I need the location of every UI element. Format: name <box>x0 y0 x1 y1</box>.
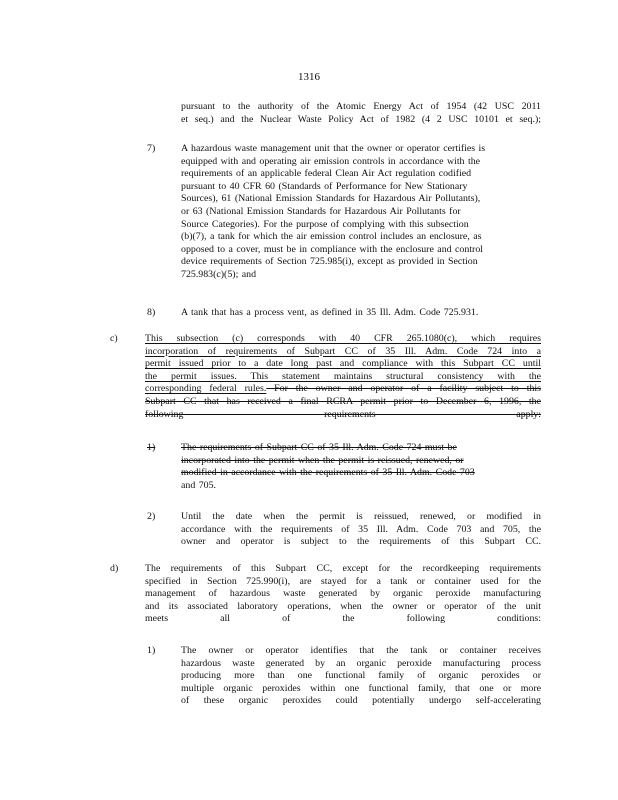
section-c-item-1-deleted-line: incorporated into the permit when the permit is reissued, renewed, or <box>181 454 464 466</box>
section-d-line: management of hazardous waste generated by organic peroxide manufacturing <box>145 588 541 600</box>
section-d-item-1-line: producing more than one functional family of organic peroxides or <box>181 670 541 682</box>
item-7-line: 725.983(c)(5); and <box>181 268 257 280</box>
section-c-deleted-line: Subpart CC that has received a final RCRA permit prior to December 6, 1996, the <box>145 395 541 407</box>
section-d-item-1-line: hazardous waste generated by an organic peroxide manufacturing process <box>181 657 541 669</box>
section-c-item-1-tail: and 705. <box>181 479 217 491</box>
item-7-paragraph <box>181 143 541 282</box>
page-number: 1316 <box>298 71 320 83</box>
section-d-item-1-line: multiple organic peroxides within one functional family, that one or more <box>181 682 541 694</box>
section-c-deleted-text: For the owner and operator of a facility subject to this <box>266 383 541 395</box>
section-d-label: d) <box>110 563 119 574</box>
item-7-line: (b)(7), a tank for which the air emission control includes an enclosure, as <box>181 231 482 243</box>
section-c-item-1-paragraph <box>181 442 541 492</box>
section-c-item-1-label: 1) <box>147 442 156 453</box>
section-c-item-1-deleted-line: modified in accordance with the requirements of 35 Ill. Adm. Code 703 <box>181 467 475 479</box>
continuation-line: pursuant to the authority of the Atomic Energy Act of 1954 (42 USC 2011 <box>181 101 541 112</box>
section-d-item-1-line: of these organic peroxides could potentially undergo self-accelerating <box>181 695 541 707</box>
item-7-line: Sources), 61 (National Emission Standards for Hazardous Air Pollutants), <box>181 193 481 205</box>
section-c-deleted-line: following requirements apply: <box>145 408 541 420</box>
section-c-item-1-deleted-line: The requirements of Subpart CC of 35 Ill. Adm. Code 724 must be <box>181 442 457 453</box>
item-7-line: requirements of an applicable federal Clean Air Act regulation codified <box>181 168 472 180</box>
section-c-item-2-line: accordance with the requirements of 35 Ill. Adm. Code 703 and 705, the <box>181 523 541 535</box>
section-d-line: specified in Section 725.990(i), are stayed for a tank or container used for the <box>145 575 541 587</box>
section-c-inserted-line: incorporation of requirements of Subpart CC of 35 Ill. Adm. Code 724 into a <box>145 345 541 357</box>
item-7-line: equipped with and operating air emission controls in accordance with the <box>181 155 481 167</box>
item-7-line: Source Categories). For the purpose of complying with this subsection <box>181 218 469 230</box>
section-d-line: and its associated laboratory operations, when the owner or operator of the unit <box>145 600 541 612</box>
section-c-label: c) <box>110 333 118 344</box>
continuation-line: et seq.) and the Nuclear Waste Policy Act of 1982 (4 2 USC 10101 et seq.); <box>181 113 541 125</box>
item-7-line: or 63 (National Emission Standards for Hazardous Air Pollutants for <box>181 205 461 217</box>
section-c-item-2-label: 2) <box>147 511 156 522</box>
item-7-line: A hazardous waste management unit that the owner or operator certifies is <box>181 143 486 154</box>
section-c-item-2-line: Until the date when the permit is reissued, renewed, or modified in <box>181 511 541 522</box>
item-7-label: 7) <box>147 143 156 154</box>
section-c-inserted-line: the permit issues. This statement maintains structural consistency with the <box>145 370 541 382</box>
item-7-line: opposed to a cover, must be in compliance with the enclosure and control <box>181 243 484 255</box>
item-8-text: A tank that has a process vent, as defined in 35 Ill. Adm. Code 725.931. <box>181 307 479 318</box>
section-d-paragraph <box>145 563 541 626</box>
section-d-item-1-paragraph <box>181 645 541 708</box>
section-c-inserted-line: permit issued prior to a date long past and compliance with this Subpart CC until <box>145 358 541 370</box>
item-7-line: pursuant to 40 CFR 60 (Standards of Performance for New Stationary <box>181 180 468 192</box>
section-c-inserted-line: This subsection (c) corresponds with 40 CFR 265.1080(c), which requires <box>145 333 541 344</box>
section-c-item-2-paragraph <box>181 511 541 549</box>
section-c-inserted-text: corresponding federal rules. <box>145 383 267 395</box>
section-d-item-1-line: The owner or operator identifies that the tank or container receives <box>181 645 541 656</box>
section-d-line: meets all of the following conditions: <box>145 613 541 625</box>
section-c-item-2-line: owner and operator is subject to the requirements of this Subpart CC. <box>181 536 541 548</box>
section-c-paragraph <box>145 333 541 421</box>
continuation-paragraph <box>181 101 541 126</box>
section-d-line: The requirements of this Subpart CC, except for the recordkeeping requirements <box>145 563 541 574</box>
section-d-item-1-label: 1) <box>147 645 156 656</box>
item-8-label: 8) <box>147 307 156 318</box>
item-7-line: device requirements of Section 725.985(i), except as provided in Section <box>181 256 478 268</box>
